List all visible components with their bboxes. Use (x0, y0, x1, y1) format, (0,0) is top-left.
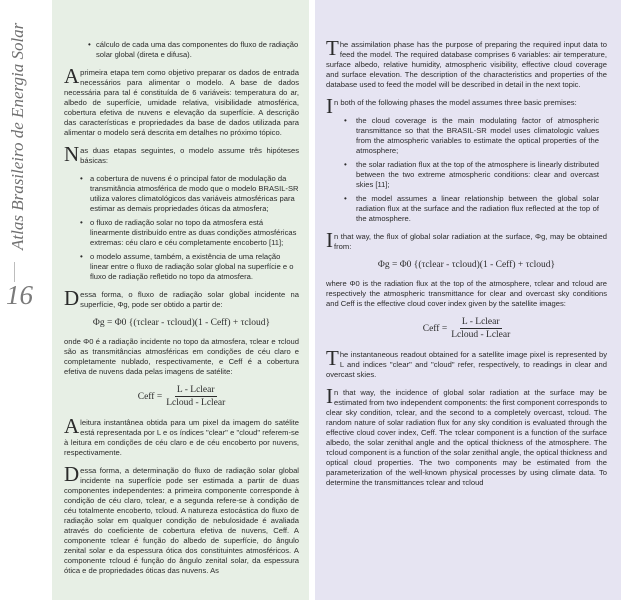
en-premise-item: • the cloud coverage is the main modulating factor of atmospheric transmittance so that the BRASIL-SR model uses climatologic values from the atmospheric variables to estimate the optical properties of the atmosphere; (326, 116, 607, 156)
pt-bullet-item: • cálculo de cada uma das componentes do fluxo de radiação solar global (direta e difusa). (64, 40, 299, 60)
en-flux-equation: Φg = Φ0 {(τclear - τcloud)(1 - Ceff) + τcloud} (377, 260, 556, 270)
pt-premise-item: • o modelo assume, também, a existência de uma relação linear entre o fluxo de radiação solar global na superfície e o fluxo de radiação refletido no topo da atmosfera. (64, 252, 299, 282)
paragraph-text: n that way, the flux of global solar radiation at the surface, Φg, may be obtained from: (334, 232, 607, 251)
drop-cap: T (326, 346, 339, 370)
en-paragraph-1 (326, 36, 607, 90)
running-title: Atlas Brasileiro de Energia Solar (8, 22, 27, 250)
paragraph-text: leitura instantânea obtida para um pixel da imagem do satélite está representada por L e os índices "clear" e "cloud" referem-se à leitura em condições de céu claro e de céu encoberto por nuvens, respectivamente. (64, 418, 299, 457)
pt-paragraph-2 (64, 142, 299, 166)
en-paragraph-5 (326, 346, 607, 380)
en-paragraph-4: where Φ0 is the radiation flux at the top of the atmosphere, τclear and τcloud are respectively the atmospheric transmittance for clear and overcast sky conditions and Ceff is the effective cloud cover index given by the satellite images: (326, 279, 607, 308)
drop-cap: A (64, 64, 80, 88)
paragraph-text: n both of the following phases the model assumes three basic premises: (334, 98, 577, 107)
equation-fraction (166, 385, 225, 408)
fraction-denominator: Lcloud - Lclear (166, 398, 226, 408)
paragraph-text: n that way, the incidence of global solar radiation at the surface may be estimated from two independent components: the first component corresponds to clear sky condition, τclear, and the second to a completely overcast, τcloud. The random nature of solar radiation flux for any sky condition is evaluated through the effective cloud cover index, Ceff. The τclear component is a function of the surface albedo, the solar zenithal angle and the optical thickness of the atmosphere. The τcloud component is a function of the solar zenithal angle, the optical thickness and optical cloud properties. The two components may be estimated from the parameterization of the well-known physical processes by using climate data. To determine the transmittances τclear and τcloud (326, 388, 607, 487)
equation-fraction (451, 317, 510, 340)
pt-paragraph-5 (64, 414, 299, 458)
pt-paragraph-1 (64, 64, 299, 138)
en-paragraph-2 (326, 94, 607, 118)
drop-cap: T (326, 36, 339, 60)
fraction-denominator: Lcloud - Lclear (451, 330, 511, 340)
en-paragraph-3 (326, 228, 607, 252)
en-premises-list (326, 116, 607, 224)
equation-lhs: Ceff = (422, 323, 448, 334)
drop-cap: D (64, 286, 80, 310)
paragraph-text: essa forma, o fluxo de radiação solar global incidente na superfície, Φg, pode ser obtido a partir de: (80, 290, 299, 309)
paragraph-text: he assimilation phase has the purpose of preparing the required input data to feed the model. The required database comprises 6 variables: air temperature, surface albedo, relative humidity, atmospheric visibility, effective cloud coverage and surface elevation. The description of the characteristics and properties of the database used to feed the model will be described in detail in the next topic. (326, 40, 607, 89)
drop-cap: I (326, 228, 333, 252)
pt-paragraph-4: onde Φ0 é a radiação incidente no topo da atmosfera, τclear e τcloud são as transmitâncias atmosféricas em condições de céu claro e completamente nublado, respectivamente, e Ceff é a cobertura efetiva de nuvens dada pelas imagens de satélite: (64, 337, 299, 376)
margin-divider (14, 262, 15, 282)
pt-premises-list (64, 174, 299, 282)
drop-cap: I (326, 384, 333, 408)
pt-paragraph-6 (64, 462, 299, 576)
pt-premise-item: • o fluxo de radiação solar no topo da atmosfera está linearmente distribuído entre as duas condições atmosféricas extremas: céu claro e céu completamente encoberto [11]; (64, 218, 299, 248)
paragraph-text: essa forma, a determinação do fluxo de radiação solar global incidente na superfície pode ser estimada a partir de duas componentes independentes: a primeira componente corresponde à condição de céu claro, τclear, e a segunda refere-se à condição de céu totalmente encoberto, τcloud. A natureza estocástica do fluxo de radiação solar em qualquer condição de nebulosidade é avaliada através do coeficiente de cobertura efetiva de nuvens, Ceff. A componente τclear é função do albedo de superfície, do ângulo zenital solar e da espessura ótica dos constituintes atmosféricos. A componente τcloud é função do ângulo zenital solar, da espessura ótica e de propriedades óticas das nuvens. As (64, 466, 299, 575)
portuguese-column (52, 0, 309, 600)
en-cloud-cover-equation (326, 317, 607, 340)
paragraph-text: he instantaneous readout obtained for a satellite image pixel is represented by L and indices "clear" and "cloud" refer, respectively, to readings in clear and overcast skies. (326, 350, 607, 379)
en-premise-item: • the model assumes a linear relationship between the global solar radiation flux at the surface and the radiation flux reflected at the top of the atmosphere. (326, 194, 607, 224)
en-paragraph-6 (326, 384, 607, 488)
page-number: 16 (6, 280, 33, 310)
drop-cap: A (64, 414, 80, 438)
pt-cloud-cover-equation (64, 385, 299, 408)
paragraph-text: primeira etapa tem como objetivo preparar os dados de entrada necessários para alimentar o modelo. A base de dados necessária para tal é constituída de 6 variáveis: temperatura do ar, albedo de superfície, umidade relativa, visibilidade atmosférica, cobertura efetiva de nuvens e elevação da superfície. A descrição das características e propriedades da base de dados utilizada para alimentar o modelo será descrita em detalhes no próximo tópico. (64, 68, 299, 137)
pt-bullet-list-top (64, 40, 299, 60)
pt-paragraph-3 (64, 286, 299, 310)
drop-cap: I (326, 94, 333, 118)
fraction-numerator: L - Lclear (461, 317, 500, 327)
equation-lhs: Ceff = (137, 391, 163, 402)
english-column (315, 0, 621, 600)
en-premise-item: • the solar radiation flux at the top of the atmosphere is linearly distributed between the two extreme atmospheric conditions: clear and overcast skies [11]; (326, 160, 607, 190)
fraction-numerator: L - Lclear (176, 385, 215, 395)
page-margin (0, 0, 52, 600)
drop-cap: D (64, 462, 80, 486)
pt-flux-equation: Φg = Φ0 {(τclear - τcloud)(1 - Ceff) + τcloud} (92, 318, 271, 328)
pt-premise-item: • a cobertura de nuvens é o principal fator de modulação da transmitância atmosférica de modo que o modelo BRASIL-SR utiliza valores climatológicos das variáveis atmosféricas para estimar as demais propriedades óticas da atmosfera; (64, 174, 299, 214)
drop-cap: N (64, 142, 80, 166)
paragraph-text: as duas etapas seguintes, o modelo assume três hipóteses básicas: (80, 146, 299, 165)
